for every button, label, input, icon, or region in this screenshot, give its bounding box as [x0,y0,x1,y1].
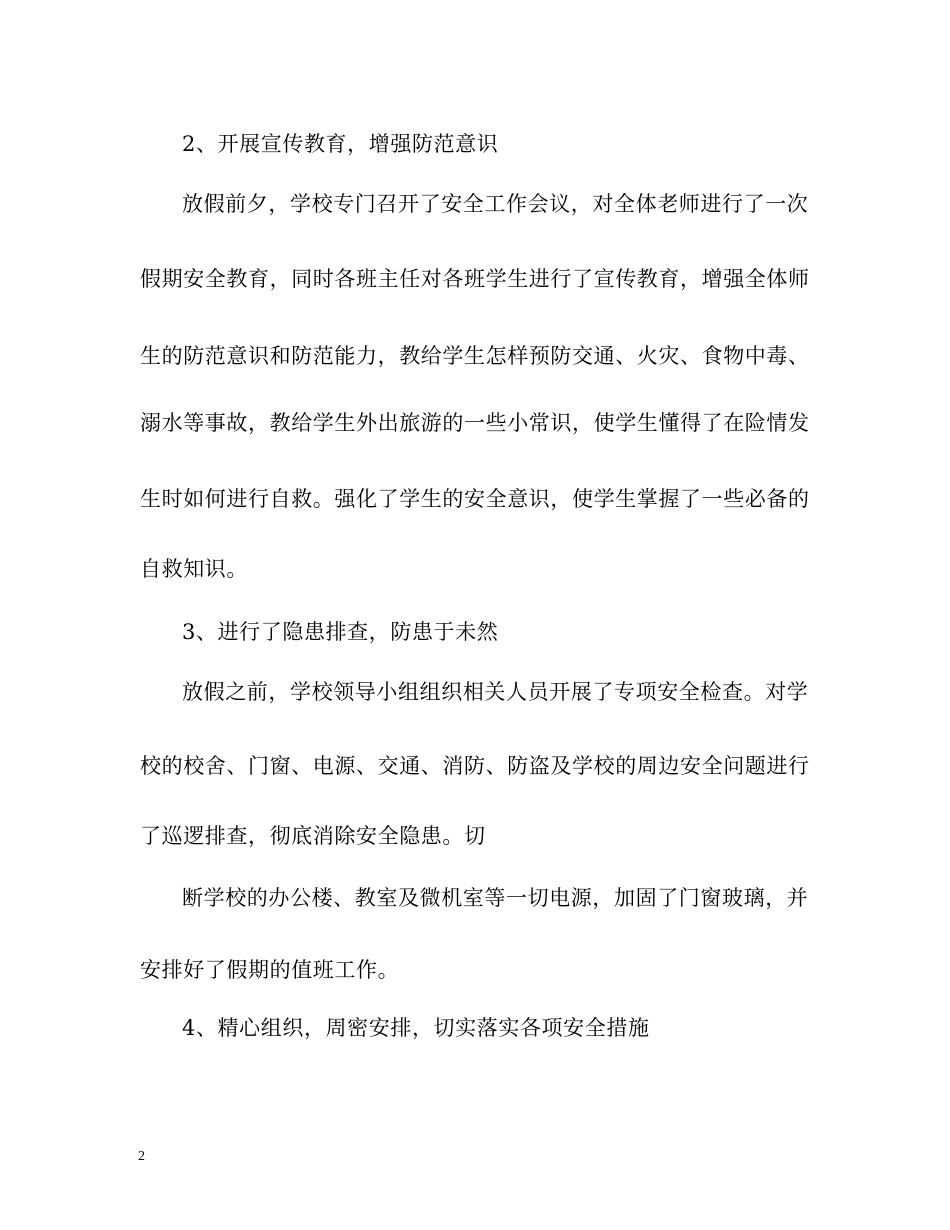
paragraph-line: 溺水等事故，教给学生外出旅游的一些小常识，使学生懂得了在险情发 [140,411,810,435]
paragraph-line: 了巡逻排查，彻底消除安全隐患。切 [140,824,486,848]
paragraph-line: 自救知识。 [140,557,248,581]
paragraph-line: 安排好了假期的值班工作。 [140,958,400,982]
paragraph-line: 生的防范意识和防范能力，教给学生怎样预防交通、火灾、食物中毒、 [140,344,810,368]
paragraph-line: 校的校舍、门窗、电源、交通、消防、防盗及学校的周边安全问题进行 [140,754,810,778]
paragraph-line: 生时如何进行自救。强化了学生的安全意识，使学生掌握了一些必备的 [140,487,810,511]
paragraph-line: 断学校的办公楼、教室及微机室等一切电源，加固了门窗玻璃，并 [182,886,809,910]
page-number: 2 [138,1149,145,1164]
paragraph-line: 假期安全教育，同时各班主任对各班学生进行了宣传教育，增强全体师 [140,267,810,291]
paragraph-line: 放假前夕，学校专门召开了安全工作会议，对全体老师进行了一次 [182,192,809,216]
section-heading-3: 3、进行了隐患排查，防患于未然 [182,620,499,644]
section-heading-2: 2、开展宣传教育，增强防范意识 [182,132,499,156]
paragraph-line: 放假之前，学校领导小组组织相关人员开展了专项安全检查。对学 [182,680,809,704]
section-heading-4: 4、精心组织，周密安排，切实落实各项安全措施 [182,1016,650,1040]
